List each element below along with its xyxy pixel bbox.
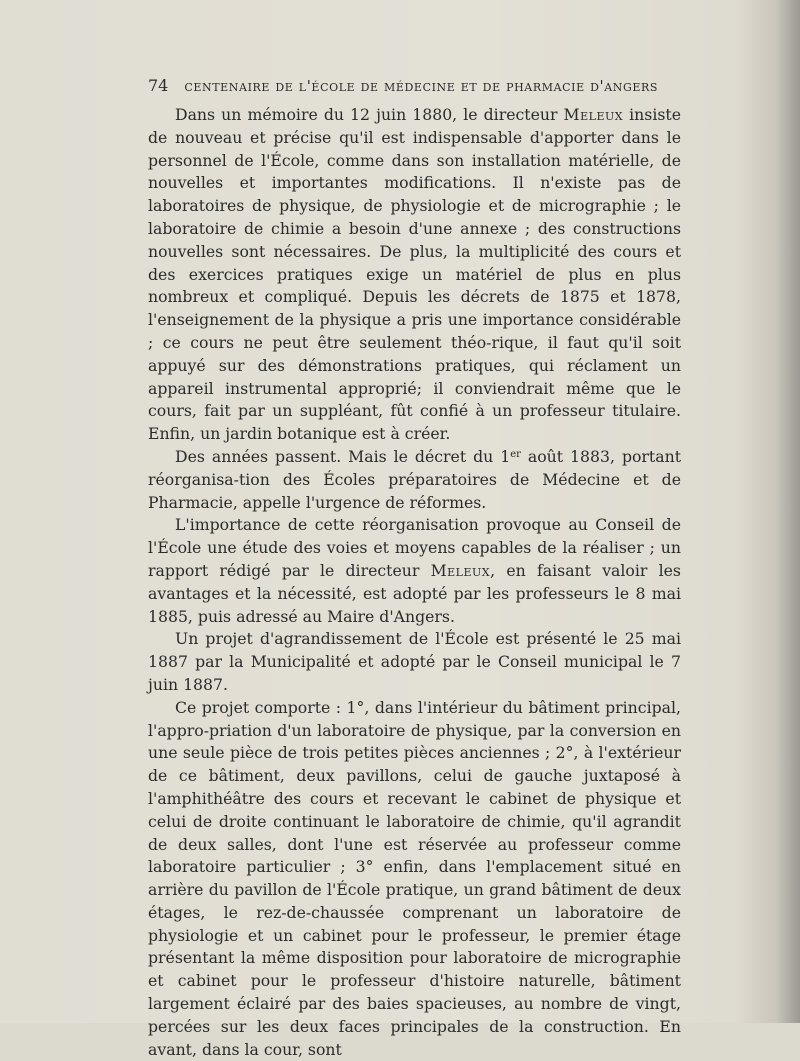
text-run: Un projet d'agrandissement de l'École est présenté le 25 mai 1887 par la Municipalité et adopté par le Conseil municipal le 7 juin 1887. xyxy=(148,629,681,694)
text-run: Dans un mémoire du 12 juin 1880, le directeur xyxy=(175,105,564,124)
person-name: Meleux xyxy=(430,560,491,580)
text-run: Ce projet comporte : 1°, dans l'intérieur du bâtiment principal, l'appro-priation d'un laboratoire de physique, par la conversion en une seule pièce de trois petites pièces anciennes ; 2°, à l'extérieur de ce bâtiment, deux pavillons, celui de gauche juxtaposé à l'amphithéâtre des cours et recevant le cabinet de physique et celui de droite continuant le laboratoire de chimie, qu'il agrandit de deux salles, dont l'une est réservée au professeur comme laboratoire particulier ; 3° enfin, dans l'emplacement situé en arrière du pavillon de l'École pratique, un grand bâtiment de deux étages, le rez-de-chaussée comprenant un laboratoire de physiologie et un cabinet pour le professeur, le premier étage présentant la même disposition pour laboratoire de micrographie et cabinet pour le professeur d'histoire naturelle, bâtiment largement éclairé par des baies spacieuses, au nombre de vingt, percées sur les deux faces principales de la construction. En avant, dans la cour, sont xyxy=(148,697,681,1059)
running-header xyxy=(148,76,668,95)
text-run: Des années passent. Mais le décret du 1 xyxy=(175,446,511,466)
paragraph-3 xyxy=(148,514,681,628)
superscript: er xyxy=(510,448,521,460)
text-run: août 1883, portant réorganisa-tion des Écoles préparatoires de Médecine et de Pharmacie, appelle l'urgence de réformes. xyxy=(148,446,681,512)
text-run: insiste de nouveau et précise qu'il est indispensable d'apporter dans le personnel de l'École, comme dans son installation matérielle, de nouvelles et importantes modifications. Il n'existe pas de laboratoires de physique, de physiologie et de micrographie ; le laboratoire de chimie a besoin d'une annexe ; des constructions nouvelles sont nécessaires. De plus, la multiplicité des cours et des exercices pratiques exige un matériel de plus en plus nombreux et compliqué. Depuis les décrets de 1875 et 1878, l'enseignement de la physique a pris une importance considérable ; ce cours ne peut être seulement théo-rique, il faut qu'il soit appuyé sur des démonstrations pratiques, qui réclament un appareil instrumental approprié; il conviendrait même que le cours, fait par un suppléant, fût confié à un professeur titulaire. Enfin, un jardin botanique est à créer. xyxy=(148,105,681,444)
text-run: L'importance de cette réorganisation provoque au Conseil de l'École une étude des voies et moyens capables de la réaliser ; un rapport rédigé par le directeur xyxy=(148,515,681,580)
page-number: 74 xyxy=(148,76,169,95)
paragraph-2 xyxy=(148,446,681,514)
paragraph-5 xyxy=(148,697,681,1061)
body-text xyxy=(148,104,681,1061)
person-name: Meleux xyxy=(563,105,624,124)
text-run: , en faisant valoir les avantages et la nécessité, est adopté par les professeurs le 8 mai 1885, puis adressé au Maire d'Angers. xyxy=(148,560,681,626)
running-title: centenaire de l'école de médecine et de pharmacie d'angers xyxy=(184,77,659,95)
paragraph-1 xyxy=(148,104,681,446)
paragraph-4 xyxy=(148,628,681,696)
